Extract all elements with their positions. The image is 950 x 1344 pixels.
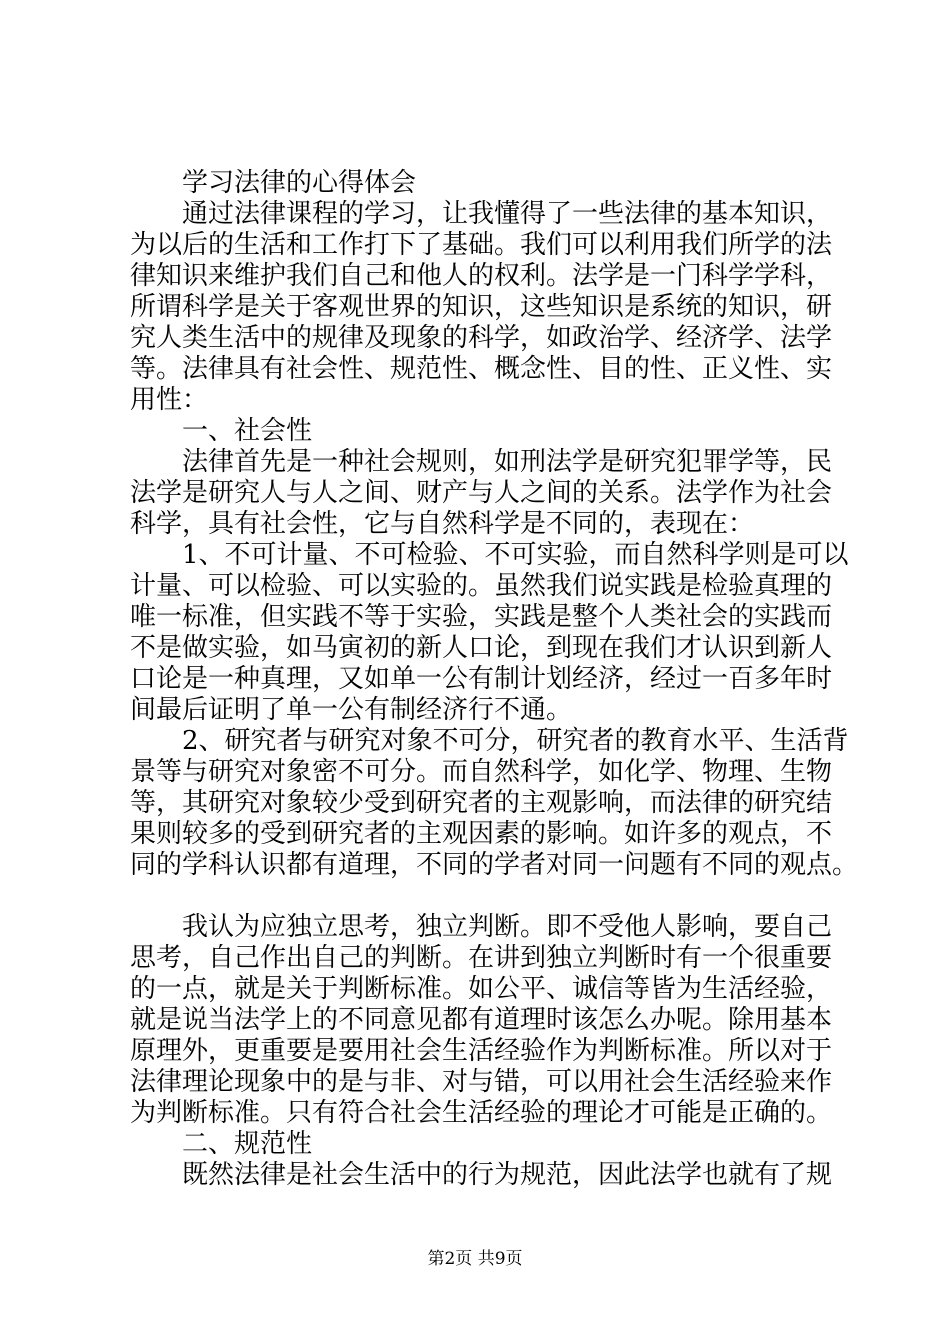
text-line: 等。法律具有社会性、规范性、概念性、目的性、正义性、实 — [130, 354, 833, 384]
page-number-footer: 第2页 共9页 — [427, 1249, 523, 1269]
paragraph-lines — [130, 199, 859, 1191]
text-line: 通过法律课程的学习，让我懂得了一些法律的基本知识， — [182, 199, 833, 229]
text-line: 计量、可以检验、可以实验的。虽然我们说实践是检验真理的 — [130, 571, 833, 601]
text-line: 果则较多的受到研究者的主观因素的影响。如许多的观点，不 — [130, 819, 833, 849]
text-line: 科学，具有社会性，它与自然科学是不同的，表现在： — [130, 509, 755, 539]
text-line: 就是说当法学上的不同意见都有道理时该怎么办呢。除用基本 — [130, 1005, 833, 1035]
text-line: 口论是一种真理，又如单一公有制计划经济，经过一百多年时 — [130, 664, 833, 694]
text-line: 同的学科认识都有道理，不同的学者对同一问题有不同的观点。 — [130, 850, 859, 880]
text-line: 景等与研究对象密不可分。而自然科学，如化学、物理、生物 — [130, 757, 833, 787]
text-line: 思考，自己作出自己的判断。在讲到独立判断时有一个很重要 — [130, 943, 833, 973]
document-title: 学习法律的心得体会 — [182, 168, 417, 198]
text-line: 为判断标准。只有符合社会生活经验的理论才可能是正确的。 — [130, 1098, 833, 1128]
text-line: 究人类生活中的规律及现象的科学，如政治学、经济学、法学 — [130, 323, 833, 353]
text-line: 既然法律是社会生活中的行为规范，因此法学也就有了规 — [182, 1160, 833, 1190]
text-line: 原理外，更重要是要用社会生活经验作为判断标准。所以对于 — [130, 1036, 833, 1066]
text-line: 法律首先是一种社会规则，如刑法学是研究犯罪学等，民 — [182, 447, 833, 477]
text-line — [130, 881, 830, 912]
text-line: 用性： — [130, 385, 209, 415]
text-line: 一、社会性 — [182, 416, 313, 446]
text-line: 所谓科学是关于客观世界的知识，这些知识是系统的知识，研 — [130, 292, 833, 322]
text-line: 不是做实验，如马寅初的新人口论，到现在我们才认识到新人 — [130, 633, 833, 663]
text-line: 为以后的生活和工作打下了基础。我们可以利用我们所学的法 — [130, 230, 833, 260]
text-line: 的一点，就是关于判断标准。如公平、诚信等皆为生活经验， — [130, 974, 833, 1004]
document-body — [130, 168, 859, 1191]
text-line: 我认为应独立思考，独立判断。即不受他人影响，要自己 — [182, 912, 833, 942]
text-line: 2、研究者与研究对象不可分，研究者的教育水平、生活背 — [182, 726, 849, 756]
text-line: 法律理论现象中的是与非、对与错，可以用社会生活经验来作 — [130, 1067, 833, 1097]
text-line: 1、不可计量、不可检验、不可实验，而自然科学则是可以 — [182, 540, 849, 570]
text-line: 法学是研究人与人之间、财产与人之间的关系。法学作为社会 — [130, 478, 833, 508]
text-line: 间最后证明了单一公有制经济行不通。 — [130, 695, 573, 725]
text-line: 唯一标准，但实践不等于实验，实践是整个人类社会的实践而 — [130, 602, 833, 632]
text-line: 二、规范性 — [182, 1129, 313, 1159]
text-line: 律知识来维护我们自己和他人的权利。法学是一门科学学科， — [130, 261, 833, 291]
text-line: 等，其研究对象较少受到研究者的主观影响，而法律的研究结 — [130, 788, 833, 818]
